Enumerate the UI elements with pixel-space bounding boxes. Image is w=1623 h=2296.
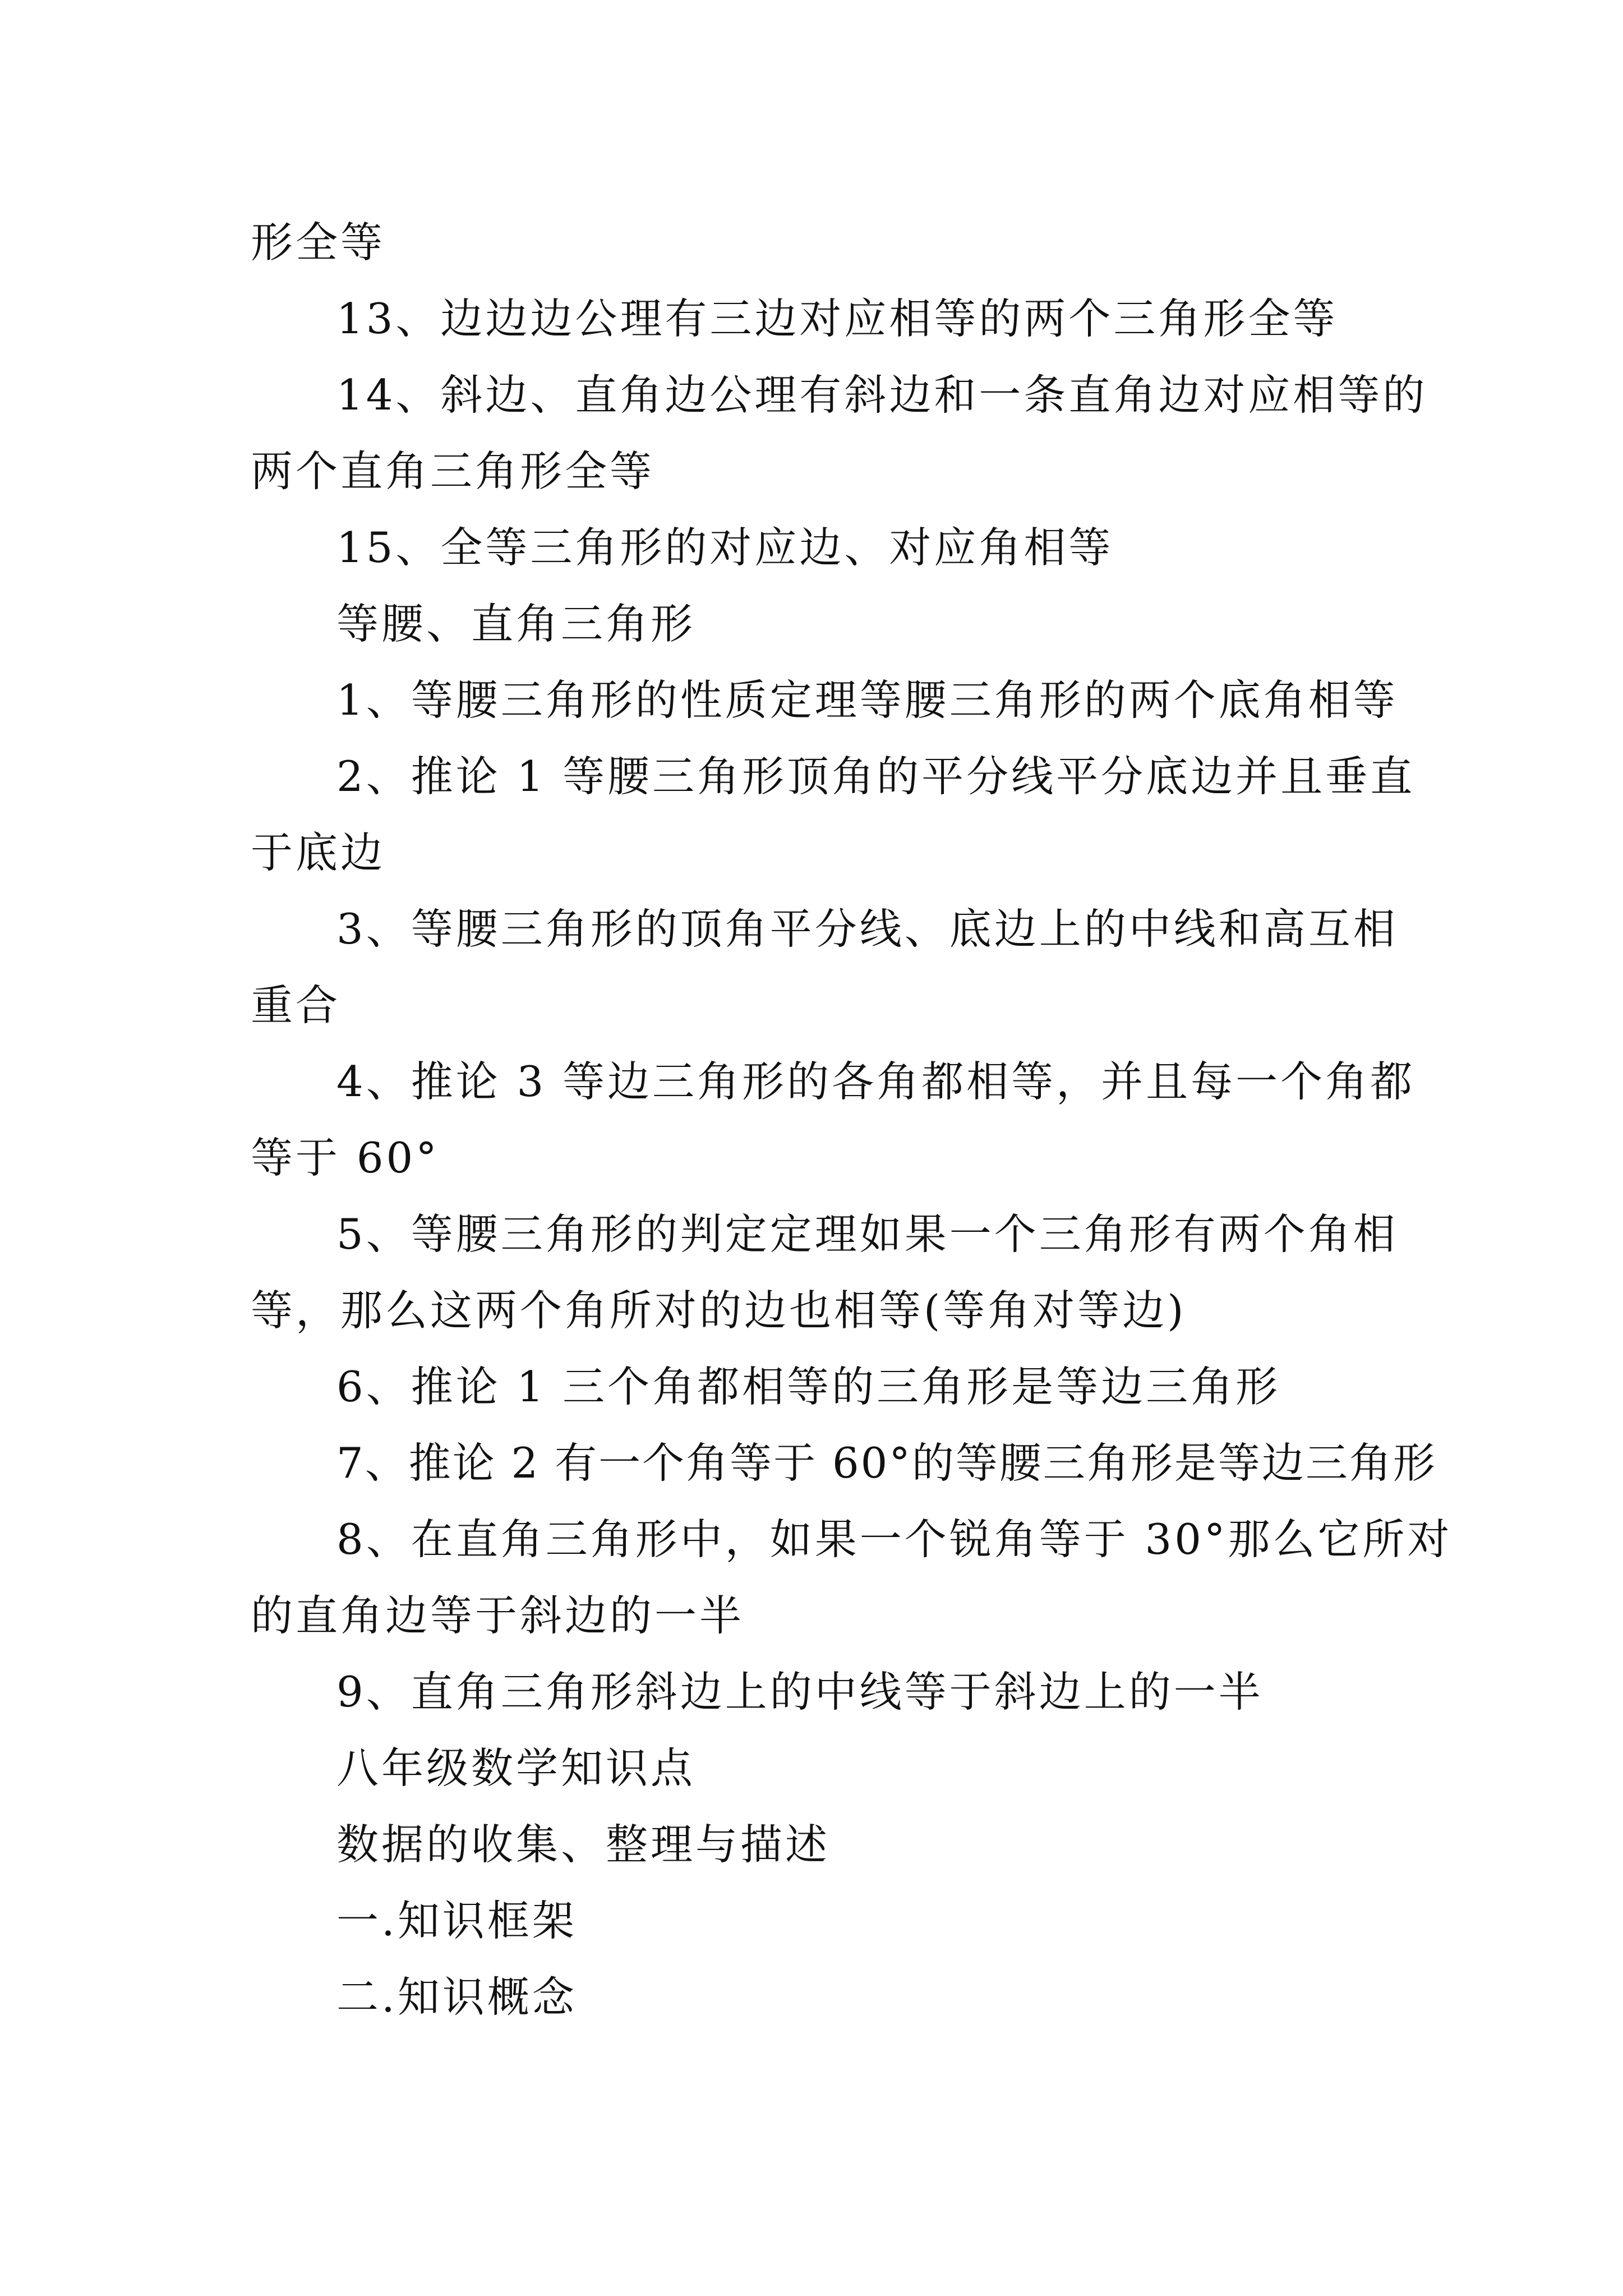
text-line: 等，那么这两个角所对的边也相等(等角对等边) — [251, 1286, 1187, 1335]
text-line: 6、推论 1 三个角都相等的三角形是等边三角形 — [336, 1362, 1281, 1411]
text-line: 2、推论 1 等腰三角形顶角的平分线平分底边并且垂直 — [336, 752, 1415, 801]
text-line: 两个直角三角形全等 — [251, 447, 655, 496]
text-line: 4、推论 3 等边三角形的各角都相等，并且每一个角都 — [336, 1057, 1415, 1106]
text-line: 1、等腰三角形的性质定理等腰三角形的两个底角相等 — [336, 675, 1398, 725]
text-line: 13、边边边公理有三边对应相等的两个三角形全等 — [336, 294, 1338, 343]
text-line: 7、推论 2 有一个角等于 60°的等腰三角形是等边三角形 — [336, 1438, 1437, 1488]
section-heading: 八年级数学知识点 — [336, 1743, 696, 1793]
text-line: 9、直角三角形斜边上的中线等于斜边上的一半 — [336, 1667, 1264, 1717]
section-heading: 二.知识概念 — [336, 1972, 577, 2022]
section-heading: 一.知识框架 — [336, 1896, 577, 1945]
section-heading: 等腰、直角三角形 — [336, 599, 696, 648]
text-line: 14、斜边、直角边公理有斜边和一条直角边对应相等的 — [336, 370, 1428, 420]
text-line: 8、在直角三角形中，如果一个锐角等于 30°那么它所对 — [336, 1515, 1453, 1564]
text-line: 形全等 — [251, 218, 386, 267]
text-line: 重合 — [251, 981, 341, 1030]
text-line: 的直角边等于斜边的一半 — [251, 1591, 745, 1640]
text-line: 于底边 — [251, 828, 386, 877]
text-line: 等于 60° — [251, 1133, 440, 1182]
section-heading: 数据的收集、整理与描述 — [336, 1820, 831, 1869]
text-line: 3、等腰三角形的顶角平分线、底边上的中线和高互相 — [336, 904, 1398, 954]
text-line: 5、等腰三角形的判定定理如果一个三角形有两个角相 — [336, 1209, 1398, 1259]
text-line: 15、全等三角形的对应边、对应角相等 — [336, 523, 1114, 572]
